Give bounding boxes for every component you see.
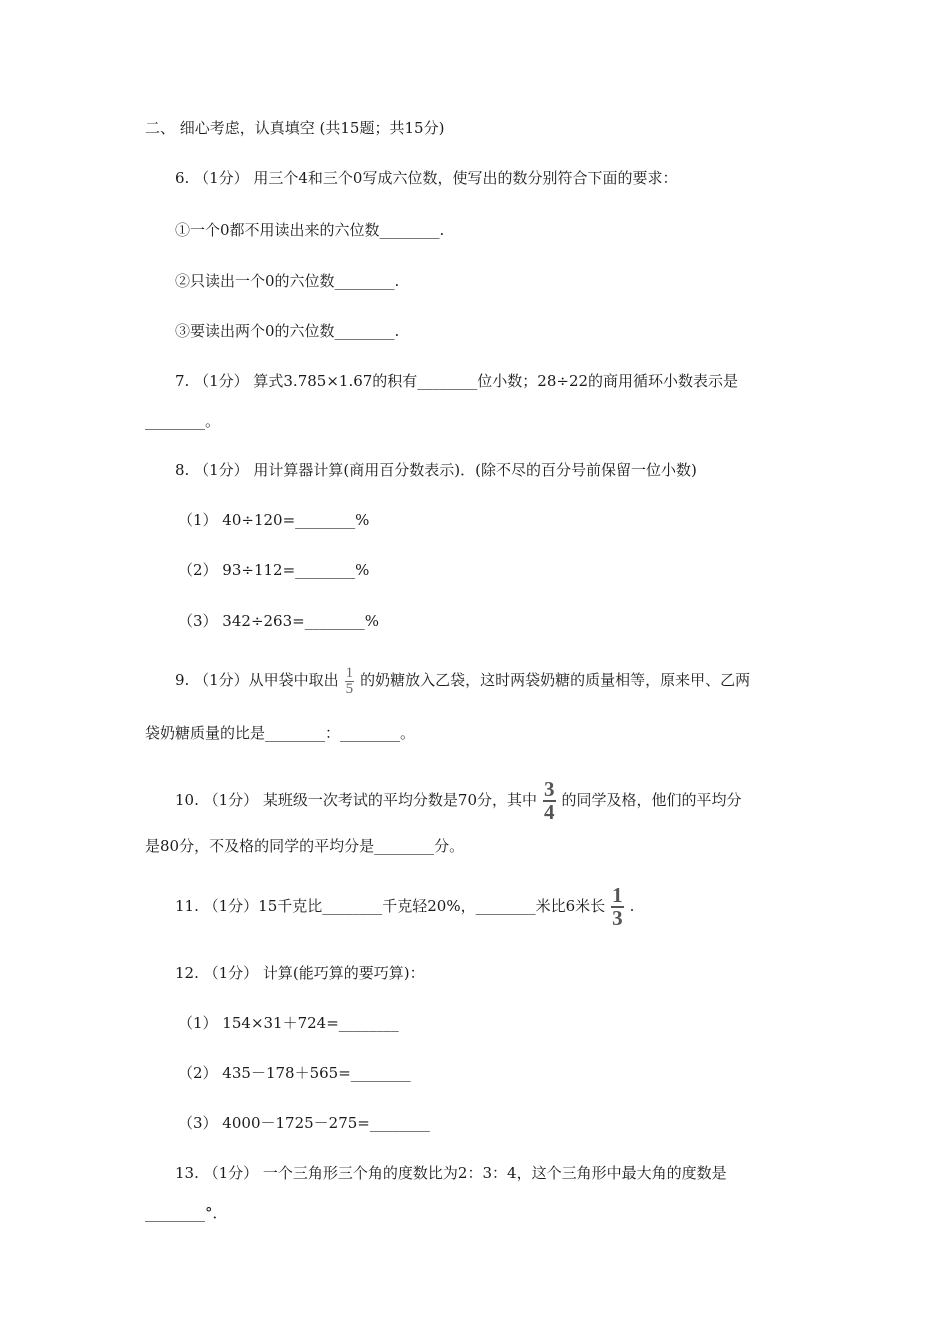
fraction-denominator: 4 xyxy=(544,800,555,824)
q13-line-1: 13. （1分） 一个三角形三个角的度数比为2：3：4，这个三角形中最大角的度数是 xyxy=(175,1164,727,1182)
fraction-1-3 xyxy=(611,885,624,929)
fraction-numerator: 1 xyxy=(345,664,354,681)
q6-item-1: ①一个0都不用读出来的六位数________. xyxy=(175,221,445,239)
q12-item-2: （2） 435－178＋565=________ xyxy=(178,1064,411,1082)
q10-text-after: 的同学及格，他们的平均分 xyxy=(561,791,742,809)
q8-stem: 8. （1分） 用计算器计算(商用百分数表示)．(除不尽的百分号前保留一位小数) xyxy=(175,461,697,479)
q9-text-before: 9. （1分）从甲袋中取出 xyxy=(175,671,339,689)
q9-line-2: 袋奶糖质量的比是________：________。 xyxy=(145,724,416,742)
q13-line-2: ________°． xyxy=(145,1204,228,1222)
fraction-3-4 xyxy=(543,779,556,823)
q10-line-2: 是80分，不及格的同学的平均分是________分。 xyxy=(145,837,465,855)
fraction-numerator: 1 xyxy=(612,883,623,907)
q6-item-2: ②只读出一个0的六位数________. xyxy=(175,272,400,290)
q12-item-3: （3） 4000－1725－275=________ xyxy=(178,1114,430,1132)
q12-stem: 12. （1分） 计算(能巧算的要巧算)： xyxy=(175,964,425,982)
q7-line-2: ________。 xyxy=(145,412,221,430)
fraction-1-5 xyxy=(345,666,355,697)
section-title: 二、 细心考虑，认真填空 (共15题；共15分) xyxy=(145,119,445,137)
q8-item-1: （1） 40÷120=________% xyxy=(178,511,370,529)
q11-text-before: 11. （1分）15千克比________千克轻20%，________米比6米长 xyxy=(175,897,606,915)
q7-line-1: 7. （1分） 算式3.785×1.67的积有________位小数；28÷22的商用循环小数表示是 xyxy=(175,372,739,390)
q11-text-after: . xyxy=(629,897,635,915)
q10-text-before: 10. （1分） 某班级一次考试的平均分数是70分，其中 xyxy=(175,791,538,809)
q9-text-after: 的奶糖放入乙袋，这时两袋奶糖的质量相等，原来甲、乙两 xyxy=(360,671,751,689)
q12-item-1: （1） 154×31＋724=________ xyxy=(178,1014,399,1032)
q11-line-1 xyxy=(175,882,634,930)
q8-item-2: （2） 93÷112=________% xyxy=(178,561,370,579)
fraction-numerator: 3 xyxy=(544,777,555,801)
q6-stem: 6. （1分） 用三个4和三个0写成六位数，使写出的数分别符合下面的要求： xyxy=(175,169,678,187)
q6-item-3: ③要读出两个0的六位数________. xyxy=(175,322,400,340)
q10-line-1 xyxy=(175,778,742,823)
fraction-denominator: 5 xyxy=(345,680,354,697)
q8-item-3: （3） 342÷263=________% xyxy=(178,612,379,630)
q9-line-1 xyxy=(175,662,750,698)
fraction-denominator: 3 xyxy=(612,906,623,930)
